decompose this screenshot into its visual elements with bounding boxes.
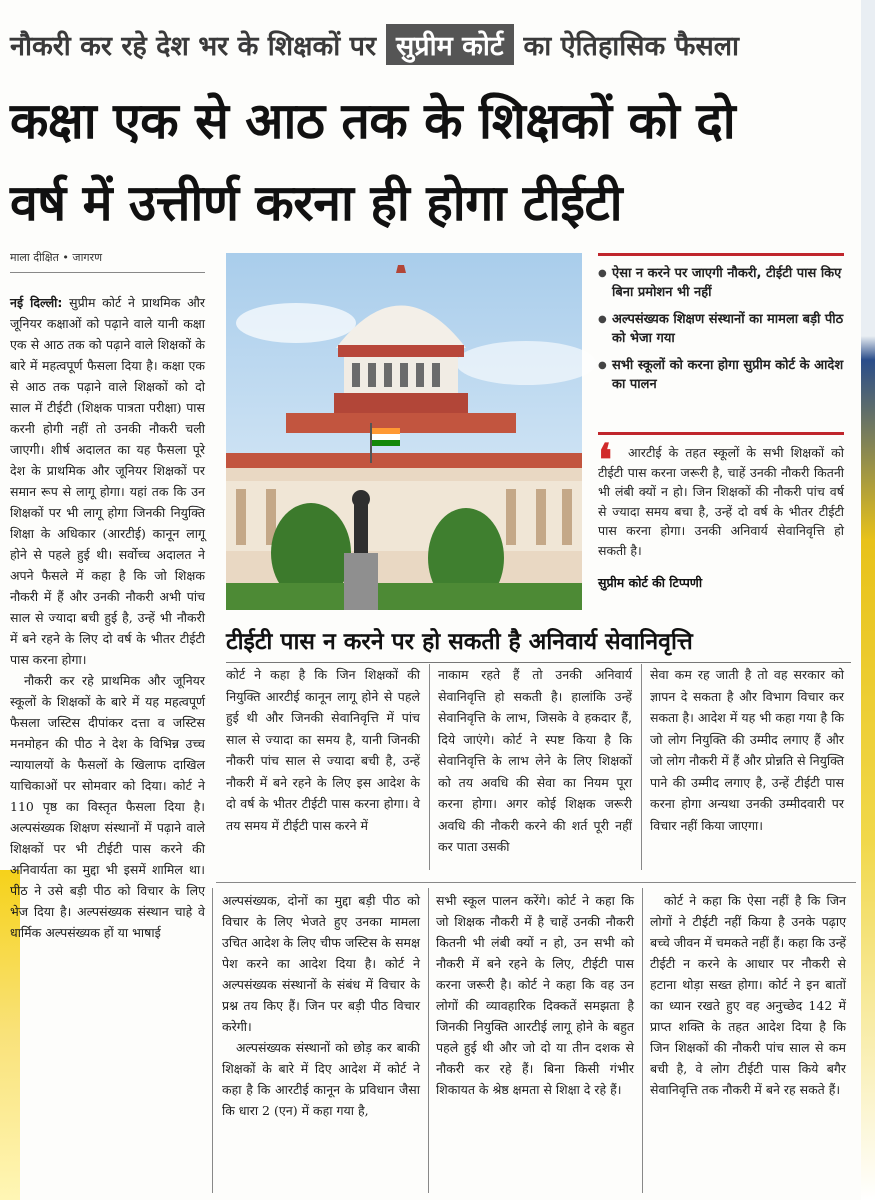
left-paragraph-2: नौकरी कर रहे प्राथमिक और जूनियर स्कूलों के शिक्षकों के बारे में यह महत्वपूर्ण फैसला जस्टिस दीपांकर दत्ता व जस्टिस मनमोहन की पीठ ने देश के विभिन्न उच्च न्यायालयों के फैसलों के खिलाफ दाखिल याचिकाओं पर सोमवार को दिया। कोर्ट ने 110 पृष्ठ का विस्तृत फैसला दिया है। अल्पसंख्यक शिक्षण संस्थानों में पढ़ाने वाले शिक्षकों पर भी टीईटी पास करने की अनिवार्यता का मुद्दा भी इसमें शामिल था। पीठ ने उसे बड़ी पीठ को विचार के लिए भेज दिया है। अल्पसंख्यक संस्थान चाहे वे धार्मिक अल्पसंख्यक हों या भाषाई [10, 673, 205, 940]
kicker-text-before: नौकरी कर रहे देश भर के शिक्षकों पर [10, 30, 376, 62]
boxed-column-2: नाकाम रहते हैं तो उनकी अनिवार्य सेवानिवृत्ति हो सकती है। हालांकि उन्हें सेवानिवृत्ति के लाभ, जिसके वे हकदार हैं, दिये जाएंगे। कोर्ट ने स्पष्ट किया है कि सेवानिवृत्ति के लाभ लेने के लिए शिक्षकों को तय अवधि की सेवा का नियम पूरा करना होगा। अगर कोई शिक्षक जरूरी अवधि की नौकरी करने की शर्त पूरी नहीं कर पाता उसकी [438, 667, 632, 854]
pull-quote-text: आरटीई के तहत स्कूलों के सभी शिक्षकों को टीईटी पास करना जरूरी है, चाहें उनकी नौकरी कितनी भी लंबी क्यों न हो। जिन शिक्षकों की नौकरी पांच वर्ष से ज्यादा समय बचा है, उन्हें दो वर्ष के भीतर टीईटी पास करना होगा। उनकी अनिवार्य सेवानिवृत्ति हो सकती है। [598, 445, 844, 558]
bottom-column-1-paragraph-1: अल्पसंख्यक, दोनों का मुद्दा बड़ी पीठ को विचार के लिए भेजते हुए उनका मामला उचित आदेश के लिए चीफ जस्टिस के समक्ष पेश करने का आदेश दिया है। कोर्ट ने अल्पसंख्यक संस्थानों के संबंध में विचार के प्रश्न तय किए हैं। जिन पर बड़ी पीठ विचार करेगी। [222, 893, 420, 1034]
bottom-column-2 [436, 890, 634, 1190]
boxed-column-1: कोर्ट ने कहा है कि जिन शिक्षकों की नियुक्ति आरटीई कानून लागू होने से पहले हुई थी और जिनकी सेवानिवृत्ति में पांच साल से ज्यादा का समय है, यानी जिनकी नौकरी पांच साल से ज्यादा बची है, उन्हें नौकरी में बने रहने के लिए इस आदेश के दो वर्ष के भीतर टीईटी पास करना होगा। वे तय समय में टीईटी पास करने में [226, 667, 420, 833]
section-divider [216, 882, 856, 883]
key-points-box [598, 253, 844, 402]
left-paragraph-1-text: सुप्रीम कोर्ट ने प्राथमिक और जूनियर कक्षाओं को पढ़ाने वाले यानी कक्षा एक से आठ तक को पढ़ाने वाले शिक्षकों के बारे में महत्वपूर्ण फैसला दिया है। कक्षा एक से आठ तक पढ़ाने वाले शिक्षकों को दो साल में टीईटी (शिक्षक पात्रता परीक्षा) पास करनी होगी नहीं तो उनकी नौकरी चली जाएगी। शीर्ष अदालत का यह फैसला पूरे देश के प्राथमिक और जूनियर शिक्षकों पर समान रूप से लागू होगा। यहां तक कि उन शिक्षकों पर भी लागू होगा जिनकी नियुक्ति शिक्षा के अधिकार (आरटीई) कानून लागू होने से पहले हुई थी। सर्वोच्च अदालत ने अपने फैसले में कहा है कि जो शिक्षक नौकरी में हैं और उनकी नौकरी अभी पांच साल से ज्यादा बची हुई है, उन्हें भी नौकरी में बने रहने के लिए दो वर्ष के भीतर टीईटी पास करना होगा। [10, 295, 205, 667]
headline [10, 80, 860, 244]
bottom-column-2-paragraph-1: सभी स्कूल पालन करेंगे। कोर्ट ने कहा कि जो शिक्षक नौकरी में है चाहें उनकी नौकरी कितनी भी लंबी क्यों न हो, उन सभी को नौकरी में बने रहने के लिए, टीईटी पास करना जरूरी है। कोर्ट ने कहा कि वह उन लोगों की व्यावहारिक दिक्कतें समझता है जिनकी नियुक्ति आरटीई लागू होने के बहुत पहले हुई थी और जो दो या तीन दशक से नौकरी कर रहे हैं। बिना किसी गंभीर शिकायत के श्रेष्ठ क्षमता से शिक्षा दे रहे हैं। [436, 893, 634, 1097]
column-divider [428, 888, 429, 1193]
bottom-column-3-paragraph-1: कोर्ट ने कहा कि ऐसा नहीं है कि जिन लोगों ने टीईटी नहीं किया है उनके पढ़ाए बच्चे जीवन में चमकते नहीं हैं। कहा कि उन्हें टीईटी न करने के आधार पर नौकरी से हटाना थोड़ा सख्त होगा। कोर्ट ने इन बातों का ध्यान रखते हुए वह अनुच्छेद 142 में प्राप्त शक्ति के तहत आदेश दिया है कि जिन शिक्षकों की नौकरी पांच साल से कम बची है, वे लोग टीईटी पास किये बगैर सेवानिवृत्ति तक नौकरी में बने रह सकते हैं। [650, 893, 846, 1097]
subheadline: टीईटी पास न करने पर हो सकती है अनिवार्य सेवानिवृत्ति [226, 624, 851, 663]
edge-advertisement-strip [861, 0, 875, 1200]
key-point-1: ● ऐसा न करने पर जाएगी नौकरी, टीईटी पास किए बिना प्रमोशन भी नहीं [598, 264, 844, 302]
left-article-column-continued [22, 862, 205, 1192]
key-point-3: ● सभी स्कूलों को करना होगा सुप्रीम कोर्ट के आदेश का पालन [598, 356, 844, 394]
headline-line-1: कक्षा एक से आठ तक के शिक्षकों को दो [10, 92, 736, 150]
column-divider [212, 888, 213, 1193]
byline: माला दीक्षित • जागरण [10, 250, 205, 273]
kicker-boxed-supreme-court: सुप्रीम कोर्ट [386, 24, 514, 65]
pull-quote-source: सुप्रीम कोर्ट की टिप्पणी [598, 575, 703, 590]
key-point-2: ● अल्पसंख्यक शिक्षण संस्थानों का मामला बड़ी पीठ को भेजा गया [598, 310, 844, 348]
left-paragraph-1 [10, 292, 205, 670]
column-divider [642, 888, 643, 1193]
dateline: नई दिल्ली: [10, 295, 63, 310]
column-divider [429, 664, 430, 870]
headline-line-2: वर्ष में उत्तीर्ण करना ही होगा टीईटी [10, 174, 623, 232]
supreme-court-photo [226, 253, 582, 610]
pull-quote [598, 432, 844, 591]
bottom-column-1-paragraph-2: अल्पसंख्यक संस्थानों को छोड़ कर बाकी शिक्षकों के बारे में दिए आदेश में कोर्ट ने कहा है कि आरटीई कानून के प्रविधान जैसा कि धारा 2 (एन) में कहा गया है, [222, 1040, 420, 1118]
bottom-column-3 [650, 890, 846, 1190]
column-divider [641, 664, 642, 870]
quote-mark-icon: ❛ [598, 435, 613, 486]
boxed-column-3: सेवा कम रह जाती है तो वह सरकार को ज्ञापन दे सकता है और विभाग विचार कर सकता है। आदेश में यह भी कहा गया है कि जो लोग नियुक्ति की उम्मीद लगाए हैं और जो लोग नौकरी में हैं और प्रोन्नति से नियुक्ति पाने की उम्मीद लगाए है, उन्हें टीईटी पास करना होगा अन्यथा उनकी उम्मीदवारी पर विचार नहीं किया जाएगा। [650, 667, 844, 833]
left-article-column [10, 292, 205, 940]
kicker-text-after: का ऐतिहासिक फैसला [523, 30, 740, 62]
bottom-column-1 [222, 890, 420, 1190]
kicker [10, 20, 865, 68]
